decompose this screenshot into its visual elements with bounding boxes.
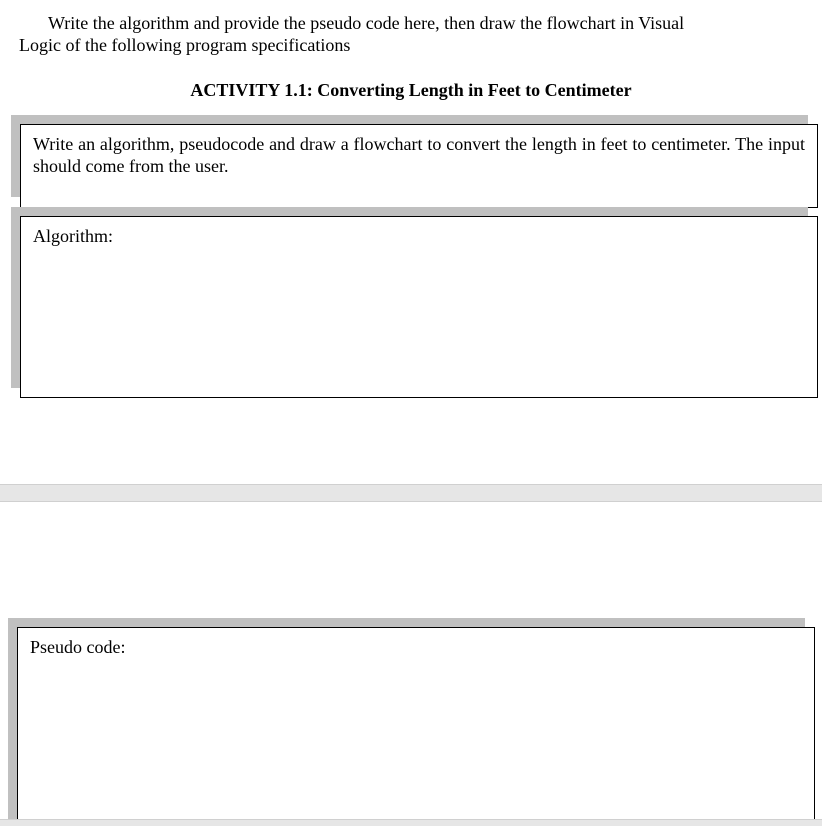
pseudocode-box[interactable] (17, 627, 815, 826)
intro-line-2: Logic of the following program specifications (19, 35, 351, 55)
pseudocode-label: Pseudo code: (30, 637, 126, 657)
algorithm-box[interactable] (20, 216, 818, 398)
intro-paragraph (19, 12, 799, 56)
intro-line-1: Write the algorithm and provide the pseudo code here, then draw the flowchart in Visual (48, 13, 685, 33)
algorithm-label: Algorithm: (33, 226, 113, 246)
activity-title: ACTIVITY 1.1: Converting Length in Feet to Centimeter (190, 80, 632, 100)
page-bottom-edge (0, 819, 822, 826)
spec-box[interactable] (20, 124, 818, 208)
spec-text: Write an algorithm, pseudocode and draw a flowchart to convert the length in feet to centimeter. The input should come from the user. (33, 134, 805, 176)
page-break (0, 484, 822, 502)
